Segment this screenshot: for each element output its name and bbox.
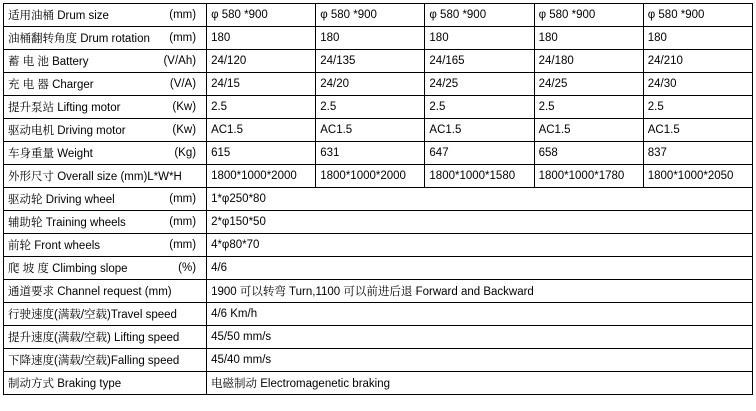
- row-label-cell: [4, 27, 207, 50]
- table-row: [4, 349, 753, 372]
- row-label-text: 外形尺寸 Overall size (mm)L*W*H: [8, 171, 182, 183]
- row-value-cell: 180: [643, 27, 752, 50]
- row-value-cell: 2.5: [643, 96, 752, 119]
- row-value-cell: 24/30: [643, 73, 752, 96]
- specification-table: [3, 3, 753, 395]
- row-label-cell: [4, 165, 207, 188]
- row-label-unit: (%): [178, 262, 197, 274]
- row-label-text: 行驶速度(满载/空载)Travel speed: [8, 309, 177, 321]
- table-row: [4, 119, 753, 142]
- table-row: [4, 372, 753, 395]
- row-label-cell: [4, 234, 207, 257]
- row-label-unit: (Kw): [172, 101, 197, 113]
- table-row: [4, 4, 753, 27]
- row-label-unit: (mm): [169, 239, 197, 251]
- row-label-text: 提升泵站 Lifting motor: [8, 102, 121, 114]
- row-value-cell: 180: [207, 27, 316, 50]
- table-row: [4, 142, 753, 165]
- row-value-cell: AC1.5: [316, 119, 425, 142]
- table-row: [4, 234, 753, 257]
- row-label-text: 辅助轮 Training wheels: [8, 217, 126, 229]
- row-label-cell: [4, 4, 207, 27]
- row-label-unit: (mm): [169, 32, 197, 44]
- row-label-text: 驱动电机 Driving motor: [8, 125, 126, 137]
- table-row: [4, 280, 753, 303]
- row-value-cell: 1800*1000*2000: [316, 165, 425, 188]
- table-row: [4, 211, 753, 234]
- row-value-cell: 4/6 Km/h: [207, 303, 753, 326]
- row-value-cell: 1800*1000*1580: [425, 165, 534, 188]
- row-value-cell: 1*φ250*80: [207, 188, 753, 211]
- row-value-cell: 24/25: [425, 73, 534, 96]
- row-value-cell: 24/165: [425, 50, 534, 73]
- row-value-cell: 1800*1000*2000: [207, 165, 316, 188]
- row-label-cell: [4, 349, 207, 372]
- table-row: [4, 303, 753, 326]
- row-value-cell: 45/40 mm/s: [207, 349, 753, 372]
- row-value-cell: 631: [316, 142, 425, 165]
- row-value-cell: 4*φ80*70: [207, 234, 753, 257]
- row-value-cell: 180: [425, 27, 534, 50]
- row-label-cell: [4, 50, 207, 73]
- row-label-text: 爬 坡 度 Climbing slope: [8, 263, 128, 275]
- row-value-cell: 电磁制动 Electromagenetic braking: [207, 372, 753, 395]
- row-label-cell: [4, 119, 207, 142]
- row-value-cell: φ 580 *900: [643, 4, 752, 27]
- row-label-unit: (V/A): [169, 78, 197, 90]
- row-label-cell: [4, 142, 207, 165]
- row-value-cell: φ 580 *900: [534, 4, 643, 27]
- row-label-cell: [4, 326, 207, 349]
- table-row: [4, 96, 753, 119]
- row-label-cell: [4, 188, 207, 211]
- table-row: [4, 257, 753, 280]
- table-body: [4, 4, 753, 395]
- row-label-cell: [4, 303, 207, 326]
- row-value-cell: 2*φ150*50: [207, 211, 753, 234]
- row-label-cell: [4, 211, 207, 234]
- row-value-cell: AC1.5: [207, 119, 316, 142]
- row-value-cell: 180: [534, 27, 643, 50]
- row-label-unit: (Kw): [172, 124, 197, 136]
- row-label-text: 充 电 器 Charger: [8, 79, 94, 91]
- row-value-cell: AC1.5: [643, 119, 752, 142]
- row-label-cell: [4, 280, 207, 303]
- row-value-cell: 2.5: [207, 96, 316, 119]
- row-value-cell: 615: [207, 142, 316, 165]
- row-label-text: 通道要求 Channel request (mm): [8, 286, 172, 298]
- row-label-unit: (mm): [169, 193, 197, 205]
- table-row: [4, 73, 753, 96]
- row-value-cell: 24/135: [316, 50, 425, 73]
- row-value-cell: 24/120: [207, 50, 316, 73]
- row-label-text: 下降速度(满载/空载)Falling speed: [8, 355, 180, 367]
- row-value-cell: 24/15: [207, 73, 316, 96]
- row-label-cell: [4, 372, 207, 395]
- row-value-cell: 1900 可以转弯 Turn,1100 可以前进后退 Forward and Backward: [207, 280, 753, 303]
- row-label-text: 车身重量 Weight: [8, 148, 93, 160]
- row-value-cell: AC1.5: [534, 119, 643, 142]
- table-row: [4, 27, 753, 50]
- row-label-unit: (V/Ah): [163, 55, 197, 67]
- row-label-unit: (mm): [169, 9, 197, 21]
- row-value-cell: 647: [425, 142, 534, 165]
- row-value-cell: φ 580 *900: [425, 4, 534, 27]
- table-row: [4, 50, 753, 73]
- row-value-cell: 45/50 mm/s: [207, 326, 753, 349]
- row-label-text: 适用油桶 Drum size: [8, 10, 109, 22]
- row-label-text: 蓄 电 池 Battery: [8, 56, 89, 68]
- row-value-cell: 24/20: [316, 73, 425, 96]
- row-value-cell: 180: [316, 27, 425, 50]
- table-row: [4, 326, 753, 349]
- row-label-text: 制动方式 Braking type: [8, 378, 122, 390]
- row-label-unit: (mm): [169, 216, 197, 228]
- row-value-cell: 24/25: [534, 73, 643, 96]
- row-value-cell: 1800*1000*1780: [534, 165, 643, 188]
- row-value-cell: φ 580 *900: [316, 4, 425, 27]
- row-value-cell: 837: [643, 142, 752, 165]
- row-label-unit: (Kg): [174, 147, 197, 159]
- row-value-cell: 1800*1000*2050: [643, 165, 752, 188]
- row-value-cell: AC1.5: [425, 119, 534, 142]
- row-value-cell: 2.5: [316, 96, 425, 119]
- row-value-cell: 4/6: [207, 257, 753, 280]
- row-value-cell: 658: [534, 142, 643, 165]
- row-label-cell: [4, 257, 207, 280]
- row-value-cell: φ 580 *900: [207, 4, 316, 27]
- row-value-cell: 2.5: [425, 96, 534, 119]
- row-label-text: 前轮 Front wheels: [8, 240, 101, 252]
- row-label-text: 油桶翻转角度 Drum rotation: [8, 33, 150, 45]
- row-label-cell: [4, 73, 207, 96]
- row-value-cell: 24/210: [643, 50, 752, 73]
- row-value-cell: 24/180: [534, 50, 643, 73]
- row-label-text: 提升速度(满载/空载) Lifting speed: [8, 332, 180, 344]
- table-row: [4, 165, 753, 188]
- row-label-cell: [4, 96, 207, 119]
- table-row: [4, 188, 753, 211]
- row-value-cell: 2.5: [534, 96, 643, 119]
- row-label-text: 驱动轮 Driving wheel: [8, 194, 115, 206]
